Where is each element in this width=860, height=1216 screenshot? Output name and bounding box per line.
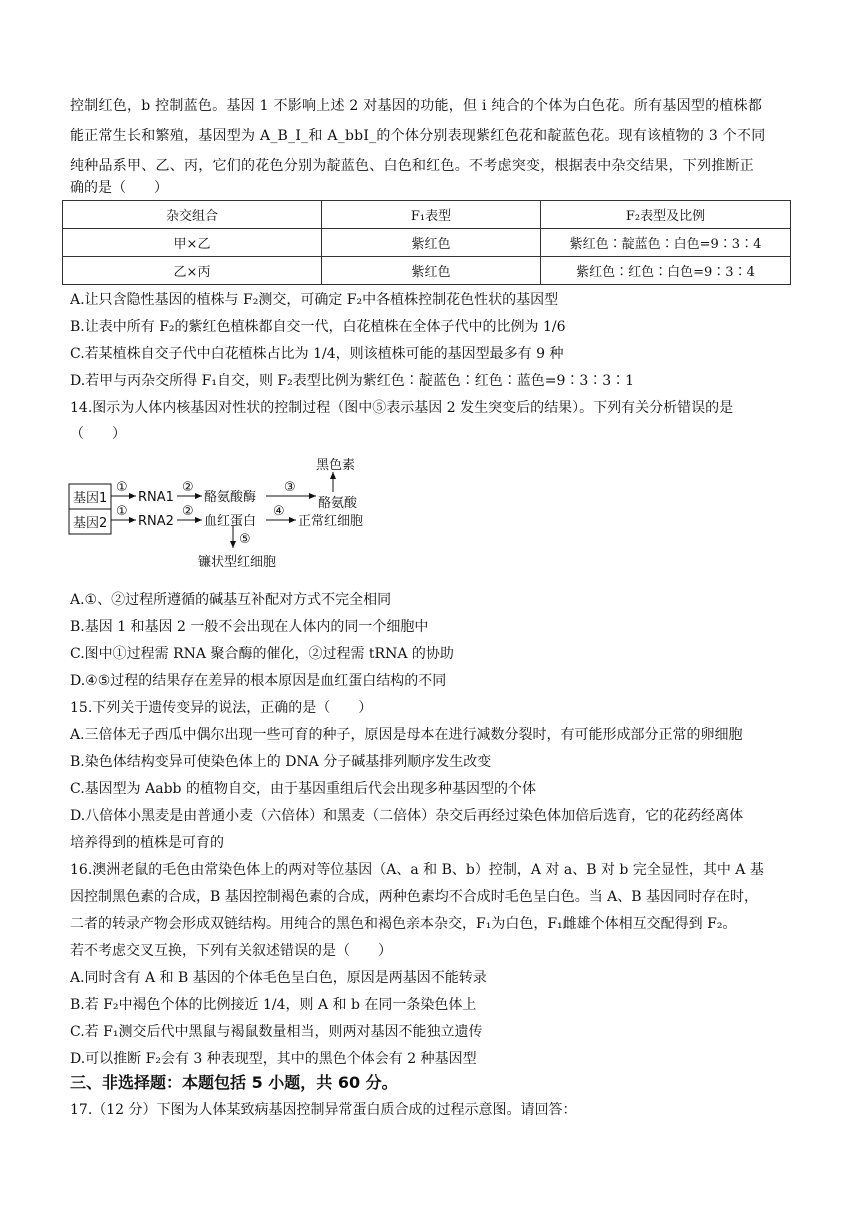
intro-line-1: 控制红色，b 控制蓝色。基因 1 不影响上述 2 对基因的功能，但 i 纯合的个体为白色花。所有基因型的植株都 [70, 98, 763, 114]
table-cell: 紫红色 [322, 229, 541, 257]
intro-line-3: 纯种品系甲、乙、丙，它们的花色分别为靛蓝色、白色和红色。不考虑突变，根据表中杂交结果，下列推断正 [70, 158, 754, 174]
q15-option-d: D.八倍体小黑麦是由普通小麦（六倍体）和黑麦（二倍体）杂交后再经过染色体加倍后选育，它的花药经离体 [70, 808, 744, 824]
sickle-rbc-label: 镰状型红细胞 [198, 555, 277, 570]
q13-option-c: C.若某植株自交子代中白花植株占比为 1/4，则该植株可能的基因型最多有 9 种 [70, 346, 564, 362]
tyrosine-label: 酪氨酸 [318, 496, 358, 511]
q14-option-a: A.①、②过程所遵循的碱基互补配对方式不完全相同 [70, 592, 392, 608]
q17-stem: 17.（12 分）下图为人体某致病基因控制异常蛋白质合成的过程示意图。请回答： [70, 1102, 577, 1118]
q14-option-d: D.④⑤过程的结果存在差异的根本原因是血红蛋白结构的不同 [70, 673, 447, 689]
q15-option-a: A.三倍体无子西瓜中偶尔出现一些可育的种子，原因是母本在进行减数分裂时，有可能形成部分正常的卵细胞 [70, 727, 743, 743]
cross-results-table [62, 200, 791, 285]
q16-stem-2: 因控制黑色素的合成，B 基因控制褐色素的合成，两种色素均不合成时毛色呈白色。当 A、B 基因同时存在时， [70, 889, 759, 905]
table-header: F₁表型 [322, 201, 541, 229]
q16-stem-1: 16.澳洲老鼠的毛色由常染色体上的两对等位基因（A、a 和 B、b）控制，A 对 a、B 对 b 完全显性，其中 A 基 [70, 862, 764, 878]
rna2-label: RNA2 [138, 514, 174, 529]
table-header: F₂表型及比例 [541, 201, 791, 229]
q13-option-b: B.让表中所有 F₂的紫红色植株都自交一代，白花植株在全体子代中的比例为 1/6 [70, 319, 566, 335]
q16-option-d: D.可以推断 F₂会有 3 种表现型，其中的黑色个体会有 2 种基因型 [70, 1051, 477, 1067]
q15-option-d-cont: 培养得到的植株是可育的 [70, 835, 224, 851]
gene1-label: 基因1 [73, 491, 108, 506]
q15-stem: 15.下列关于遗传变异的说法，正确的是（ ） [70, 700, 373, 716]
intro-line-4: 确的是（ ） [70, 180, 168, 196]
q16-stem-3: 二者的转录产物会形成双链结构。用纯合的黑色和褐色亲本杂交，F₁为白色，F₁雌雄个体相互交配得到 F₂。 [70, 916, 737, 932]
step4-label: ④ [273, 504, 285, 519]
q16-option-a: A.同时含有 A 和 B 基因的个体毛色呈白色，原因是两基因不能转录 [70, 970, 487, 986]
table-cell: 甲×乙 [63, 229, 322, 257]
step3-label: ③ [284, 480, 296, 495]
q15-option-b: B.染色体结构变异可使染色体上的 DNA 分子碱基排列顺序发生改变 [70, 754, 492, 770]
hemoglobin-label: 血红蛋白 [204, 514, 257, 529]
step1b-label: ① [116, 504, 128, 519]
step1-label: ① [116, 480, 128, 495]
melanin-label: 黑色素 [316, 458, 356, 473]
q16-stem-4: 若不考虑交叉互换，下列有关叙述错误的是（ ） [70, 943, 392, 959]
q14-option-c: C.图中①过程需 RNA 聚合酶的催化，②过程需 tRNA 的协助 [70, 646, 454, 662]
q16-option-c: C.若 F₁测交后代中黑鼠与褐鼠数量相当，则两对基因不能独立遗传 [70, 1024, 483, 1040]
table-header: 杂交组合 [63, 201, 322, 229]
enzyme-label: 酪氨酸酶 [204, 490, 257, 505]
q16-option-b: B.若 F₂中褐色个体的比例接近 1/4，则 A 和 b 在同一条染色体上 [70, 997, 477, 1013]
q13-option-a: A.让只含隐性基因的植株与 F₂测交，可确定 F₂中各植株控制花色性状的基因型 [70, 292, 559, 308]
section-heading: 三、非选择题：本题包括 5 小题，共 60 分。 [70, 1073, 398, 1092]
table-row [63, 229, 791, 257]
q14-option-b: B.基因 1 和基因 2 一般不会出现在人体内的同一个细胞中 [70, 619, 429, 635]
q14-stem: 14.图示为人体内核基因对性状的控制过程（图中⑤表示基因 2 发生突变后的结果）。下列有关分析错误的是 [70, 400, 734, 416]
step5-label: ⑤ [239, 532, 251, 547]
table-cell: 紫红色 [322, 257, 541, 285]
table-cell: 乙×丙 [63, 257, 322, 285]
q15-option-c: C.基因型为 Aabb 的植物自交，由于基因重组后代会出现多种基因型的个体 [70, 781, 536, 797]
table-cell: 紫红色∶靛蓝色∶白色=9∶3∶4 [541, 229, 791, 257]
step2b-label: ② [182, 504, 194, 519]
rna1-label: RNA1 [138, 490, 174, 505]
gene-expression-diagram [66, 458, 446, 584]
table-row [63, 257, 791, 285]
table-cell: 紫红色∶红色∶白色=9∶3∶4 [541, 257, 791, 285]
normal-rbc-label: 正常红细胞 [298, 514, 364, 529]
table-header-row [63, 201, 791, 229]
intro-line-2: 能正常生长和繁殖，基因型为 A_B_I_和 A_bbI_的个体分别表现紫红色花和靛蓝色花。现有该植物的 3 个不同 [70, 128, 766, 144]
gene2-label: 基因2 [73, 516, 108, 531]
step2-label: ② [182, 480, 194, 495]
q13-option-d: D.若甲与丙杂交所得 F₁自交，则 F₂表型比例为紫红色∶靛蓝色∶红色∶蓝色=9∶3∶3∶1 [70, 373, 635, 389]
q14-stem-paren: （ ） [70, 426, 126, 442]
